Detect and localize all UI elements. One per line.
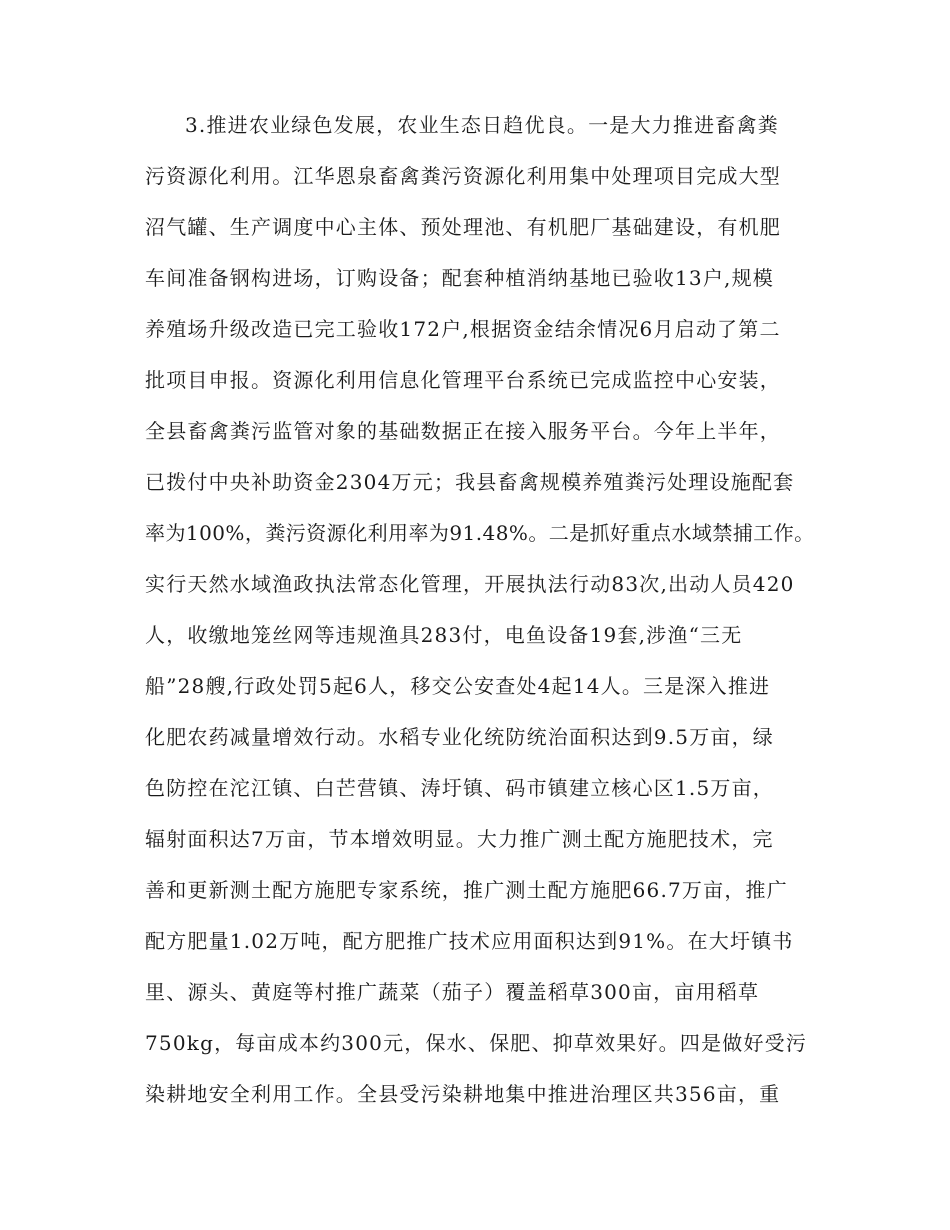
paragraph-line: 污资源化利用。江华恩泉畜禽粪污资源化利用集中处理项目完成大型 bbox=[145, 164, 781, 188]
paragraph-line: 化肥农药减量增效行动。水稻专业化统防统治面积达到9.5万亩，绿 bbox=[145, 725, 775, 749]
paragraph-line: 养殖场升级改造已完工验收172户,根据资金结余情况6月启动了第二 bbox=[145, 317, 781, 341]
paragraph-line: 率为100%，粪污资源化利用率为91.48%。二是抓好重点水域禁捕工作。 bbox=[145, 521, 815, 545]
paragraph-line: 批项目申报。资源化利用信息化管理平台系统已完成监控中心安装， bbox=[145, 368, 781, 392]
paragraph-line: 沼气罐、生产调度中心主体、预处理池、有机肥厂基础建设，有机肥 bbox=[145, 215, 781, 239]
paragraph-line: 实行天然水域渔政执法常态化管理，开展执法行动83次,出动人员420 bbox=[145, 572, 795, 596]
paragraph-line: 里、源头、黄庭等村推广蔬菜（茄子）覆盖稻草300亩，亩用稻草 bbox=[145, 980, 760, 1004]
paragraph-line: 3.推进农业绿色发展，农业生态日趋优良。一是大力推进畜禽粪 bbox=[185, 113, 779, 137]
paragraph-line: 辐射面积达7万亩，节本增效明显。大力推广测土配方施肥技术，完 bbox=[145, 827, 774, 851]
paragraph-line: 善和更新测土配方施肥专家系统，推广测土配方施肥66.7万亩，推广 bbox=[145, 878, 788, 902]
paragraph-line: 车间准备钢构进场，订购设备；配套种植消纳基地已验收13户,规模 bbox=[145, 266, 775, 290]
paragraph-line: 全县畜禽粪污监管对象的基础数据正在接入服务平台。今年上半年， bbox=[145, 419, 781, 443]
paragraph-line: 色防控在沱江镇、白芒营镇、涛圩镇、码市镇建立核心区1.5万亩， bbox=[145, 776, 775, 800]
paragraph-line: 配方肥量1.02万吨，配方肥推广技术应用面积达到91%。在大圩镇书 bbox=[145, 929, 794, 953]
paragraph-line: 已拨付中央补助资金2304万元；我县畜禽规模养殖粪污处理设施配套 bbox=[145, 470, 795, 494]
paragraph-line: 750kg，每亩成本约300元，保水、保肥、抑草效果好。四是做好受污 bbox=[145, 1031, 808, 1055]
paragraph-line: 人，收缴地笼丝网等违规渔具283付，电鱼设备19套,涉渔“三无 bbox=[145, 623, 743, 647]
paragraph-line: 染耕地安全利用工作。全县受污染耕地集中推进治理区共356亩，重 bbox=[145, 1082, 781, 1106]
paragraph-line: 船”28艘,行政处罚5起6人，移交公安查处4起14人。三是深入推进 bbox=[145, 674, 771, 698]
